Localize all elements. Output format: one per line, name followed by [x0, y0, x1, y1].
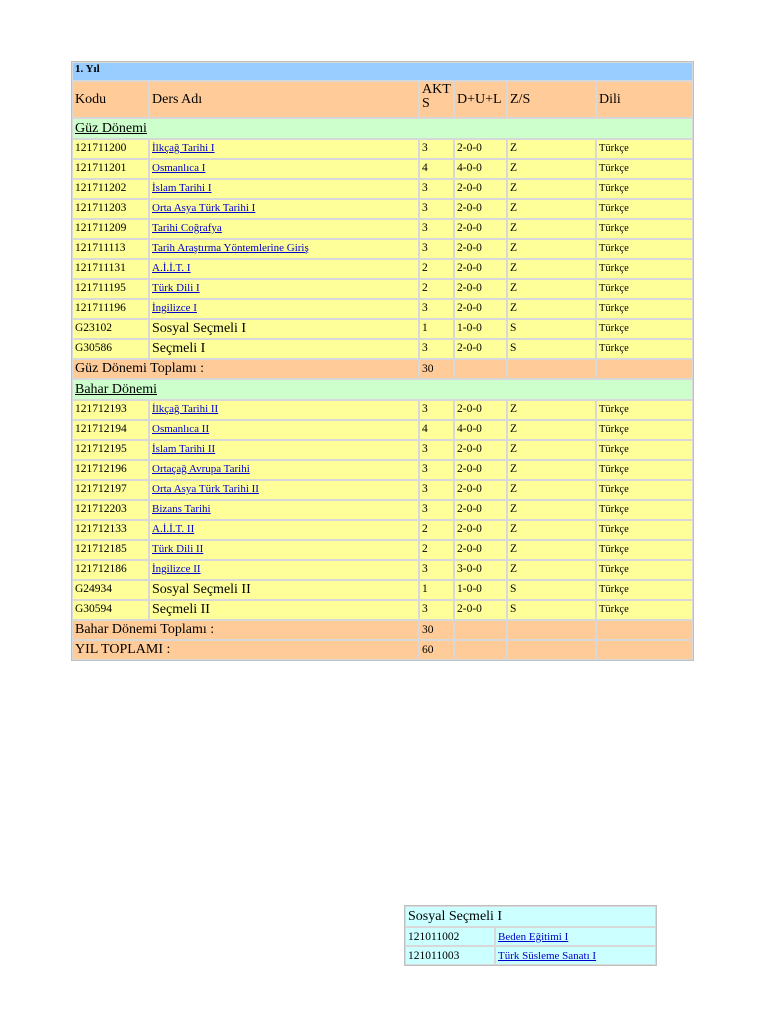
course-zs: Z — [507, 299, 596, 319]
course-lang: Türkçe — [596, 400, 693, 420]
col-header-lang: Dili — [596, 81, 693, 118]
course-name-cell — [149, 540, 419, 560]
course-akts: 4 — [419, 420, 454, 440]
course-row — [72, 239, 693, 259]
course-row — [72, 440, 693, 460]
course-zs: Z — [507, 480, 596, 500]
course-zs: S — [507, 339, 596, 359]
course-dul: 2-0-0 — [454, 279, 507, 299]
course-dul: 2-0-0 — [454, 600, 507, 620]
course-name-cell — [149, 159, 419, 179]
empty-cell — [507, 359, 596, 379]
course-name-cell — [149, 500, 419, 520]
course-akts: 3 — [419, 139, 454, 159]
course-name-cell — [149, 139, 419, 159]
course-akts: 3 — [419, 239, 454, 259]
empty-cell — [507, 620, 596, 640]
course-dul: 1-0-0 — [454, 319, 507, 339]
course-name-link[interactable]: A.İ.İ.T. I — [152, 262, 191, 274]
course-lang: Türkçe — [596, 600, 693, 620]
course-zs: Z — [507, 159, 596, 179]
course-akts: 3 — [419, 219, 454, 239]
empty-cell — [507, 640, 596, 660]
course-name: Sosyal Seçmeli I — [149, 319, 419, 339]
col-header-dul: D+U+L — [454, 81, 507, 118]
course-code: 121712195 — [72, 440, 149, 460]
course-akts: 3 — [419, 400, 454, 420]
course-name-cell — [149, 239, 419, 259]
course-code: 121711195 — [72, 279, 149, 299]
course-akts: 3 — [419, 600, 454, 620]
course-code: 121711201 — [72, 159, 149, 179]
spring-total-label: Bahar Dönemi Toplamı : — [72, 620, 419, 640]
course-row — [72, 259, 693, 279]
course-akts: 3 — [419, 560, 454, 580]
course-row — [72, 279, 693, 299]
year-total-value: 60 — [419, 640, 454, 660]
course-name-cell — [149, 560, 419, 580]
course-code: 121712185 — [72, 540, 149, 560]
course-zs: Z — [507, 420, 596, 440]
spring-total-row — [72, 620, 693, 640]
col-header-code: Kodu — [72, 81, 149, 118]
col-header-name: Ders Adı — [149, 81, 419, 118]
course-lang: Türkçe — [596, 319, 693, 339]
course-akts: 2 — [419, 540, 454, 560]
course-akts: 4 — [419, 159, 454, 179]
course-lang: Türkçe — [596, 339, 693, 359]
col-header-zs: Z/S — [507, 81, 596, 118]
spring-term-title-cell — [72, 379, 693, 400]
course-lang: Türkçe — [596, 540, 693, 560]
course-lang: Türkçe — [596, 520, 693, 540]
fall-total-row — [72, 359, 693, 379]
year-header-row — [72, 62, 693, 81]
course-lang: Türkçe — [596, 580, 693, 600]
course-akts: 3 — [419, 500, 454, 520]
course-name-link[interactable]: Bizans Tarihi — [152, 503, 211, 515]
course-name-cell — [149, 179, 419, 199]
course-akts: 3 — [419, 339, 454, 359]
course-row — [72, 159, 693, 179]
curriculum-table — [71, 61, 694, 661]
course-row — [72, 520, 693, 540]
course-code: 121712194 — [72, 420, 149, 440]
spring-term-row — [72, 379, 693, 400]
course-lang: Türkçe — [596, 219, 693, 239]
course-dul: 4-0-0 — [454, 159, 507, 179]
elective-name-cell — [495, 946, 656, 965]
course-zs: Z — [507, 500, 596, 520]
empty-cell — [596, 640, 693, 660]
course-akts: 2 — [419, 520, 454, 540]
course-code: 121712197 — [72, 480, 149, 500]
course-akts: 3 — [419, 179, 454, 199]
course-name-link[interactable]: İngilizce I — [152, 302, 197, 314]
course-code: 121711113 — [72, 239, 149, 259]
course-zs: Z — [507, 540, 596, 560]
course-zs: Z — [507, 560, 596, 580]
course-code: 121711196 — [72, 299, 149, 319]
course-dul: 2-0-0 — [454, 199, 507, 219]
course-name: Seçmeli I — [149, 339, 419, 359]
course-name-cell — [149, 480, 419, 500]
elective-code: 121011002 — [405, 927, 495, 946]
course-zs: Z — [507, 259, 596, 279]
course-name-link[interactable]: İslam Tarihi I — [152, 182, 212, 194]
course-zs: Z — [507, 139, 596, 159]
empty-cell — [454, 359, 507, 379]
course-lang: Türkçe — [596, 560, 693, 580]
year-total-label: YIL TOPLAMI : — [72, 640, 419, 660]
course-dul: 2-0-0 — [454, 299, 507, 319]
course-name-link[interactable]: Osmanlıca II — [152, 423, 210, 435]
course-code: 121711209 — [72, 219, 149, 239]
course-dul: 2-0-0 — [454, 540, 507, 560]
course-row — [72, 339, 693, 359]
empty-cell — [454, 620, 507, 640]
course-akts: 3 — [419, 480, 454, 500]
course-name-link[interactable]: Ortaçağ Avrupa Tarihi — [152, 463, 250, 475]
empty-cell — [596, 359, 693, 379]
course-name-cell — [149, 420, 419, 440]
course-dul: 2-0-0 — [454, 259, 507, 279]
course-akts: 2 — [419, 279, 454, 299]
fall-total-value: 30 — [419, 359, 454, 379]
course-name-cell — [149, 400, 419, 420]
col-header-akts-line1: AKT — [422, 82, 451, 97]
course-row — [72, 540, 693, 560]
course-zs: Z — [507, 440, 596, 460]
course-row — [72, 199, 693, 219]
course-row — [72, 460, 693, 480]
course-code: 121711131 — [72, 259, 149, 279]
course-code: G23102 — [72, 319, 149, 339]
course-name-link[interactable]: Tarihi Coğrafya — [152, 222, 222, 234]
course-name-link[interactable]: Osmanlıca I — [152, 162, 206, 174]
course-row — [72, 580, 693, 600]
elective-name-link[interactable]: Beden Eğitimi I — [498, 930, 569, 943]
course-dul: 2-0-0 — [454, 440, 507, 460]
elective-header-row — [405, 906, 656, 927]
course-name-link[interactable]: Türk Dili I — [152, 282, 200, 294]
empty-cell — [454, 640, 507, 660]
course-lang: Türkçe — [596, 139, 693, 159]
course-zs: Z — [507, 239, 596, 259]
course-dul: 2-0-0 — [454, 219, 507, 239]
course-code: G24934 — [72, 580, 149, 600]
course-akts: 1 — [419, 319, 454, 339]
course-zs: Z — [507, 460, 596, 480]
course-name-link[interactable]: Türk Dili II — [152, 543, 204, 555]
elective-code: 121011003 — [405, 946, 495, 965]
course-dul: 2-0-0 — [454, 139, 507, 159]
course-lang: Türkçe — [596, 460, 693, 480]
course-zs: Z — [507, 219, 596, 239]
course-lang: Türkçe — [596, 239, 693, 259]
course-code: 121712186 — [72, 560, 149, 580]
course-lang: Türkçe — [596, 199, 693, 219]
course-akts: 2 — [419, 259, 454, 279]
fall-term-row — [72, 118, 693, 139]
col-header-akts — [419, 81, 454, 118]
course-row — [72, 420, 693, 440]
course-code: 121711200 — [72, 139, 149, 159]
course-name-link[interactable]: A.İ.İ.T. II — [152, 523, 195, 535]
course-name-cell — [149, 299, 419, 319]
course-name-link[interactable]: İlkçağ Tarihi I — [152, 142, 215, 154]
course-lang: Türkçe — [596, 500, 693, 520]
course-dul: 3-0-0 — [454, 560, 507, 580]
course-akts: 3 — [419, 440, 454, 460]
course-dul: 2-0-0 — [454, 239, 507, 259]
course-lang: Türkçe — [596, 440, 693, 460]
course-name-link[interactable]: İngilizce II — [152, 563, 201, 575]
course-row — [72, 299, 693, 319]
course-lang: Türkçe — [596, 179, 693, 199]
course-row — [72, 179, 693, 199]
course-dul: 2-0-0 — [454, 179, 507, 199]
course-lang: Türkçe — [596, 259, 693, 279]
elective-row — [405, 946, 656, 965]
course-name-cell — [149, 279, 419, 299]
course-name-link[interactable]: İlkçağ Tarihi II — [152, 403, 219, 415]
course-code: 121712133 — [72, 520, 149, 540]
fall-total-label: Güz Dönemi Toplamı : — [72, 359, 419, 379]
course-zs: S — [507, 580, 596, 600]
course-name-link[interactable]: Orta Asya Türk Tarihi I — [152, 202, 256, 214]
course-name-link[interactable]: Orta Asya Türk Tarihi II — [152, 483, 259, 495]
spring-total-value: 30 — [419, 620, 454, 640]
course-dul: 2-0-0 — [454, 339, 507, 359]
course-lang: Türkçe — [596, 420, 693, 440]
course-code: 121712193 — [72, 400, 149, 420]
elective-table — [404, 905, 657, 966]
course-name-cell — [149, 460, 419, 480]
elective-name-link[interactable]: Türk Süsleme Sanatı I — [498, 949, 597, 962]
year-title: 1. Yıl — [72, 62, 693, 81]
course-dul: 1-0-0 — [454, 580, 507, 600]
empty-cell — [596, 620, 693, 640]
course-code: G30586 — [72, 339, 149, 359]
course-akts: 3 — [419, 299, 454, 319]
course-dul: 2-0-0 — [454, 500, 507, 520]
course-code: 121711203 — [72, 199, 149, 219]
year-total-row — [72, 640, 693, 660]
course-dul: 2-0-0 — [454, 400, 507, 420]
course-zs: Z — [507, 179, 596, 199]
course-akts: 1 — [419, 580, 454, 600]
course-lang: Türkçe — [596, 279, 693, 299]
course-dul: 2-0-0 — [454, 460, 507, 480]
course-dul: 4-0-0 — [454, 420, 507, 440]
course-akts: 3 — [419, 460, 454, 480]
course-code: 121712196 — [72, 460, 149, 480]
column-header-row — [72, 81, 693, 118]
course-name-cell — [149, 219, 419, 239]
course-row — [72, 600, 693, 620]
course-zs: S — [507, 319, 596, 339]
course-lang: Türkçe — [596, 159, 693, 179]
fall-term-title: Güz Dönemi — [75, 120, 147, 136]
course-row — [72, 319, 693, 339]
course-row — [72, 139, 693, 159]
course-code: 121711202 — [72, 179, 149, 199]
course-code: 121712203 — [72, 500, 149, 520]
elective-name-cell — [495, 927, 656, 946]
course-row — [72, 219, 693, 239]
course-name-cell — [149, 440, 419, 460]
course-lang: Türkçe — [596, 299, 693, 319]
course-name: Seçmeli II — [149, 600, 419, 620]
course-row — [72, 480, 693, 500]
course-row — [72, 500, 693, 520]
course-name: Sosyal Seçmeli II — [149, 580, 419, 600]
course-zs: Z — [507, 520, 596, 540]
course-name-cell — [149, 199, 419, 219]
course-akts: 3 — [419, 199, 454, 219]
col-header-akts-line2: S — [422, 96, 430, 111]
course-name-link[interactable]: Tarih Araştırma Yöntemlerine Giriş — [152, 242, 309, 254]
course-name-cell — [149, 259, 419, 279]
course-zs: Z — [507, 400, 596, 420]
course-zs: Z — [507, 279, 596, 299]
course-zs: S — [507, 600, 596, 620]
elective-row — [405, 927, 656, 946]
course-zs: Z — [507, 199, 596, 219]
course-lang: Türkçe — [596, 480, 693, 500]
course-dul: 2-0-0 — [454, 480, 507, 500]
course-dul: 2-0-0 — [454, 520, 507, 540]
course-name-link[interactable]: İslam Tarihi II — [152, 443, 216, 455]
course-row — [72, 400, 693, 420]
spring-term-title: Bahar Dönemi — [75, 381, 158, 397]
elective-title: Sosyal Seçmeli I — [405, 906, 656, 927]
course-row — [72, 560, 693, 580]
course-code: G30594 — [72, 600, 149, 620]
fall-term-title-cell — [72, 118, 693, 139]
course-name-cell — [149, 520, 419, 540]
